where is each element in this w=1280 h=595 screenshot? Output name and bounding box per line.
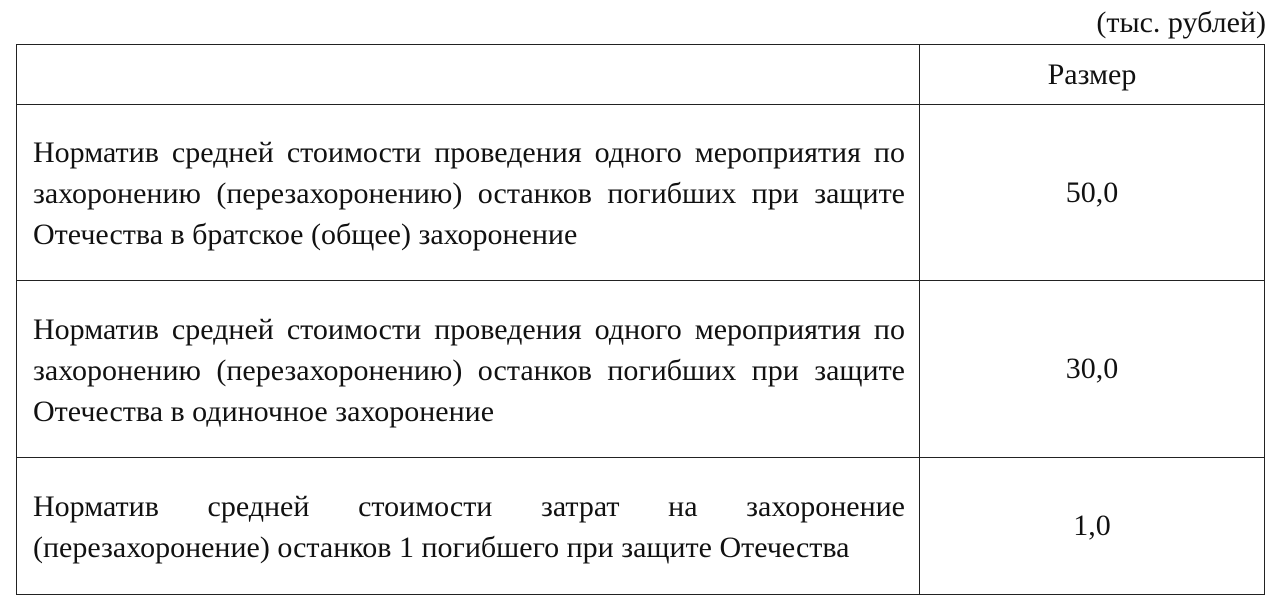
row-value: 1,0: [920, 458, 1265, 595]
row-value: 50,0: [920, 105, 1265, 281]
row-value: 30,0: [920, 281, 1265, 458]
row-description: Норматив средней стоимости проведения одного мероприятия по захоронению (перезахоронению) останков погибших при защите Отечества в братское (общее) захоронение: [17, 105, 920, 281]
norms-table: [16, 44, 1265, 595]
table-header-row: [17, 45, 1265, 105]
table-row: [17, 458, 1265, 595]
unit-note: (тыс. рублей): [1096, 6, 1266, 39]
header-value-cell: Размер: [920, 45, 1265, 105]
row-description: Норматив средней стоимости затрат на захоронение (перезахоронение) останков 1 погибшего при защите Отечества: [17, 458, 920, 595]
table-row: [17, 281, 1265, 458]
table-row: [17, 105, 1265, 281]
header-description-cell: [17, 45, 920, 105]
row-description: Норматив средней стоимости проведения одного мероприятия по захоронению (перезахоронению) останков погибших при защите Отечества в одиночное захоронение: [17, 281, 920, 458]
